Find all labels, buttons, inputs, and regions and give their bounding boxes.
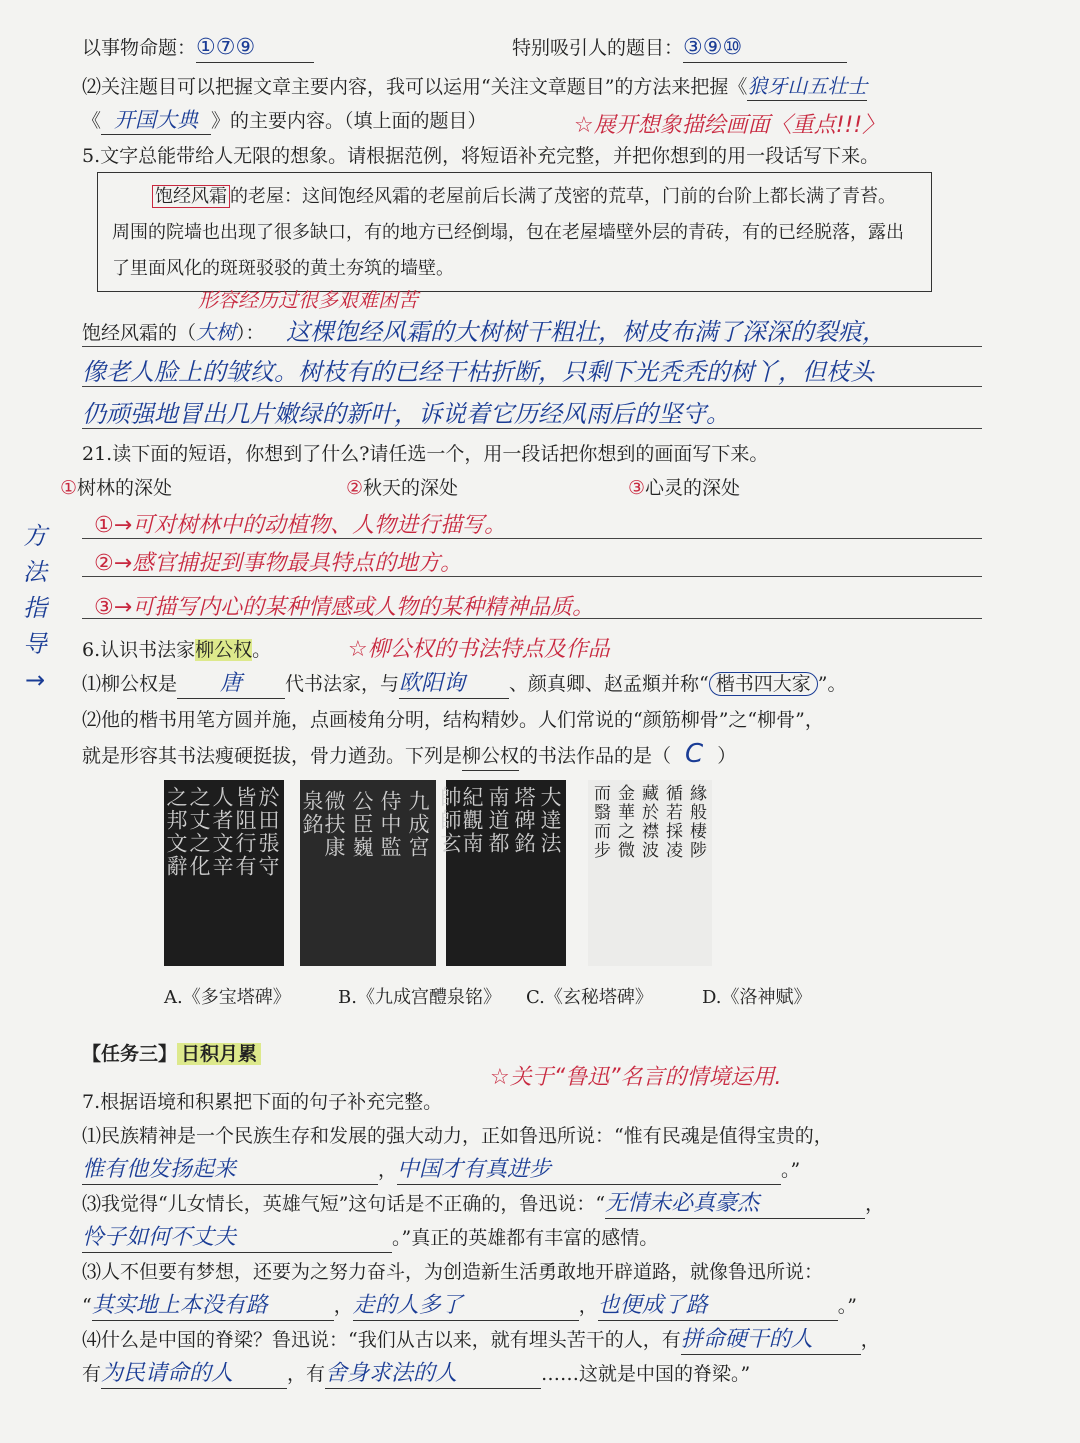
task3-bracket: 【任务三】 [82,1043,178,1065]
q6-title-post: 。 [252,639,272,661]
q5-answer-word: 大树 [196,320,237,344]
calligraphy-column: 微扶康 [322,790,346,859]
q5-answer-line1: 这棵饱经风霜的大树树干粗壮，树皮布满了深深的裂痕， [286,318,886,346]
q7-s3: ⑶人不但要有梦想，还要为之努力奋斗，为创造新生活勇敢地开辟道路，就像鲁迅所说： [82,1261,824,1283]
q5-example-text [112,179,912,287]
q2-text: ⑵关注题目可以把握文章主要内容，我可以运用“关注文章题目”的方法来把握《 [82,76,748,98]
calligraphy-column: 紀觀南 [460,786,484,855]
q2-bracket-open: 《 [82,110,102,132]
q6-line1 [82,670,846,699]
caption-c: C.《玄秘塔碑》 [526,987,653,1008]
q21-option-3 [628,474,740,502]
q7-s3-comma: ， [578,1295,598,1317]
calligraphy-column: 侍中監 [378,790,402,859]
method-side-note: 方法指导→ [23,522,47,694]
theme-answer: ①⑦⑨ [196,34,314,63]
answer-rule [82,576,982,577]
calligraphy-column: 南道都 [486,786,510,855]
attract-label-row [512,34,847,63]
q5-answer-label-end: ）： [236,322,265,344]
q5-red-note: 形容经历过很多艰难困苦 [198,288,418,312]
q7-s4-answer-a: 拼命硬干的人 [681,1326,861,1355]
q6-l1-c: 、颜真卿、赵孟頫并称“ [509,673,709,695]
q5-answer-label: 饱经风霜的（ [82,322,197,344]
option-1-text: 树林的深处 [77,477,173,499]
q7-s3-comma: ， [333,1295,353,1317]
q21-note-3: ③→可描写内心的某种情感或人物的某种精神品质。 [94,595,595,620]
calligraphy-column: 循若採凌 [662,784,682,860]
q6-title-name: 柳公权 [195,639,253,661]
option-2-text: 秋天的深处 [363,477,459,499]
calligraphy-column: 金華之微 [614,784,634,860]
calligraphy-column: 而翳而步 [590,784,610,860]
caption-b: B.《九成宫醴泉铭》 [338,987,501,1008]
option-2-mark: ② [346,477,364,499]
q21-prompt: 21.读下面的短语，你想到了什么?请任选一个，用一段话把你想到的画面写下来。 [82,443,769,465]
q2-line1 [82,72,867,101]
calligraphy-column: 公臣巍 [350,790,374,859]
q2-text-end: 》的主要内容。（填上面的题目） [211,110,487,132]
q7-s4-text: ⑷什么是中国的脊梁？鲁迅说：“我们从古以来，就有埋头苦干的人，有 [82,1329,681,1351]
answer-rule [82,428,982,429]
option-1-mark: ① [60,477,78,499]
task3-red-note: ☆关于“鲁迅”名言的情境运用. [490,1065,782,1090]
q21-option-1 [60,474,172,502]
q21-note-2: ②→感官捕捉到事物最具特点的地方。 [94,551,463,576]
q6-l3-b: 的书法作品的是（ [519,745,672,767]
task3-name: 日积月累 [177,1043,261,1065]
caption-d: D.《洛神赋》 [702,987,812,1008]
calligraphy-column: 皆阻行有 [233,786,257,878]
q7-s1-answer-row [82,1156,800,1185]
q7-s4-row [82,1326,880,1355]
theme-label: 以事物命题： [82,37,197,59]
answer-rule [82,538,982,539]
q2-red-note: ☆展开想象描绘画面〈重点!!!〉 [574,113,885,138]
q7-s3-answer-a: 其实地上本没有路 [92,1292,334,1321]
q7-s4-answer-b: 为民请命的人 [101,1360,287,1389]
q7-s3-answer-b: 走的人多了 [353,1292,579,1321]
q5-keyword: 饱经风霜 [152,185,230,208]
q7-s2-row [82,1190,884,1219]
calligraphy-column: 泉銘 [300,790,324,836]
q6-title-pre: 6.认识书法家 [82,639,196,661]
q6-choice-answer: C [685,739,704,769]
q7-s3-open: “ [82,1295,92,1317]
calligraphy-column: 之丈之化 [187,786,211,878]
answer-rule [82,618,982,619]
q7-s4-comma: ， [860,1329,880,1351]
q7-s1-answer-a: 惟有他发扬起来 [82,1156,378,1185]
q6-l3-a: 就是形容其书法瘦硬挺拔，骨力遒劲。下列是 [82,745,463,767]
q5-example-box [97,172,932,292]
calligraphy-image-d [588,780,712,966]
q6-red-note: ☆柳公权的书法特点及作品 [348,637,610,662]
q7-prompt: 7.根据语境和积累把下面的句子补充完整。 [82,1091,443,1113]
q5-answer-label-row [82,318,265,347]
q2-answer-2: 开国大典 [101,106,211,135]
q7-s4-pre: 有 [82,1363,102,1385]
q21-option-2 [346,474,458,502]
calligraphy-image-b [300,780,436,966]
q5-answer-line2: 像老人脸上的皱纹。树枝有的已经干枯折断，只剩下光秃秃的树丫，但枝头 [82,358,874,386]
q7-s4-end: ……这就是中国的脊梁。” [541,1363,751,1385]
q5-answer-line3: 仍顽强地冒出几片嫩绿的新叶，诉说着它历经风雨后的坚守。 [82,400,730,428]
q7-s2-answer-row [82,1224,658,1253]
calligraphy-image-c [438,780,566,966]
option-3-mark: ③ [628,477,646,499]
q6-dynasty-answer: 唐 [177,670,285,699]
calligraphy-image-a [164,780,284,966]
q7-s4-answer-c: 舍身求法的人 [325,1360,541,1389]
calligraphy-column: 緣般棲陟 [686,784,706,860]
q6-l3-c: ） [717,745,737,767]
calligraphy-column: 之邦文辭 [164,786,188,878]
q6-circled-term: 楷书四大家 [709,672,818,696]
q7-s2-text: ⑶我觉得“儿女情长，英雄气短”这句话是不正确的，鲁迅说：“ [82,1193,606,1215]
calligraphy-column: 帥師玄 [438,786,462,855]
option-3-text: 心灵的深处 [645,477,741,499]
answer-rule [82,346,982,347]
q7-s2-comma: ， [865,1193,885,1215]
q6-l1-b: 代书法家，与 [285,673,400,695]
calligraphy-column: 九成宮 [406,790,430,859]
calligraphy-column: 塔碑銘 [512,786,536,855]
q6-title [82,636,271,664]
q7-s3-end: 。” [837,1295,857,1317]
q7-s2-answer-a: 无情未必真豪杰 [605,1190,865,1219]
calligraphy-column: 於田張守 [256,786,280,878]
q7-s1-answer-b: 中国才有真进步 [397,1156,781,1185]
calligraphy-column: 藏於襟波 [638,784,658,860]
q5-prompt: 5.文字总能带给人无限的想象。请根据范例，将短语补充完整，并把你想到的用一段话写下来。 [82,145,880,167]
q7-s1: ⑴民族精神是一个民族生存和发展的强大动力，正如鲁迅所说：“惟有民魂是值得宝贵的， [82,1125,833,1147]
attract-label: 特别吸引人的题目： [512,37,684,59]
task3-heading [82,1040,261,1068]
q7-s1-end: 。” [781,1159,801,1181]
q6-l3-name: 柳公权 [462,742,519,771]
q6-l1-a: ⑴柳公权是 [82,673,178,695]
theme-label-row [82,34,314,63]
q7-s3-answer-row [82,1292,857,1321]
q2-answer-1: 狼牙山五壮士 [747,72,867,101]
q6-line3 [82,740,736,771]
calligraphy-column: 人者文辛 [210,786,234,878]
q6-peer-answer: 欧阳询 [399,670,509,699]
attract-answer: ③⑨⑩ [683,34,847,63]
answer-rule [82,386,982,387]
q5-example-body: 的老屋：这间饱经风霜的老屋前后长满了茂密的荒草，门前的台阶上都长满了青苔。周围的院墙也出现了很多缺口，有的地方已经倒塌，包在老屋墙壁外层的青砖，有的已经脱落，露出了里面风化的斑斑驳驳的黄土夯筑的墙壁。 [112,186,904,279]
caption-a: A.《多宝塔碑》 [164,987,291,1008]
q7-s4-answer-row [82,1360,750,1389]
q7-s1-mid: ， [378,1159,398,1181]
q7-s2-end: 。”真正的英雄都有丰富的感情。 [392,1227,659,1249]
q6-line2: ⑵他的楷书用笔方圆并施，点画棱角分明，结构精妙。人们常说的“颜筋柳骨”之“柳骨”， [82,709,824,731]
calligraphy-column: 大達法 [538,786,562,855]
q7-s2-answer-b: 怜子如何不丈夫 [82,1224,392,1253]
q2-line2 [82,106,487,135]
q7-s4-mid: ，有 [287,1363,326,1385]
q21-note-1: ①→可对树林中的动植物、人物进行描写。 [94,513,507,538]
q6-l1-d: ”。 [817,673,847,695]
q7-s3-answer-c: 也便成了路 [598,1292,838,1321]
